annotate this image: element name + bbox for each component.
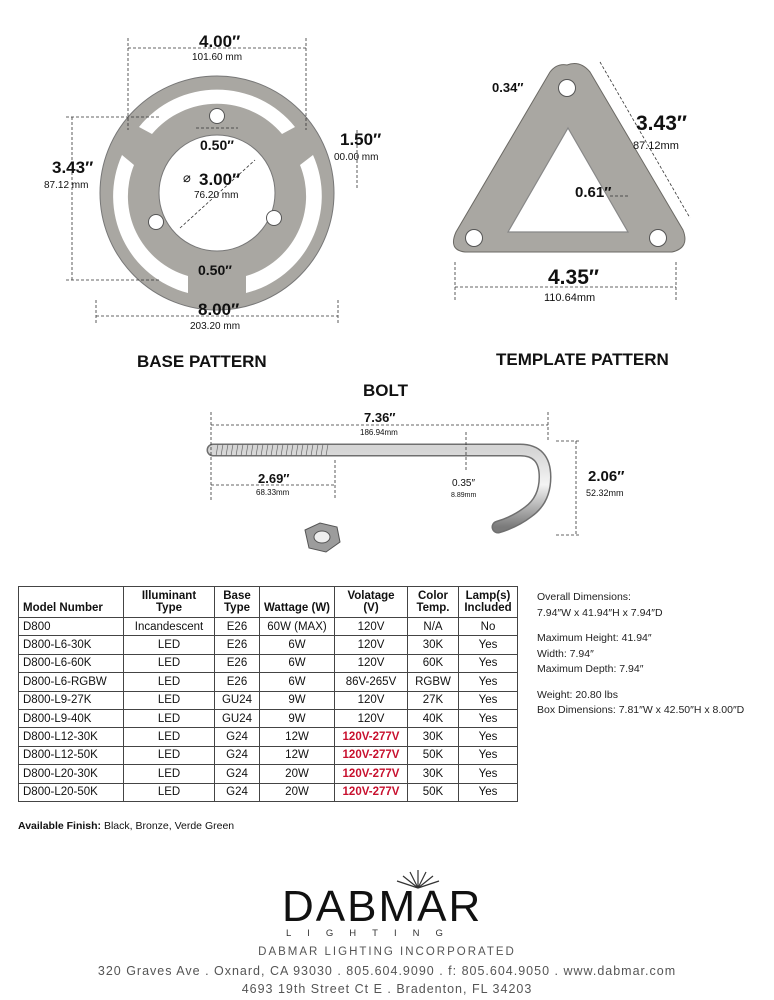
table-cell: E26 [215, 618, 260, 636]
logo-subtitle: LIGHTING [286, 928, 459, 939]
table-cell: LED [124, 691, 215, 709]
table-cell: Yes [459, 709, 518, 727]
template-dim-inner: 0.61″ [575, 184, 612, 201]
table-cell: 6W [260, 673, 335, 691]
table-row [19, 765, 518, 783]
table-cell: 6W [260, 636, 335, 654]
table-cell: 20W [260, 783, 335, 801]
width: Width: 7.94″ [537, 647, 594, 660]
col-model-number: Model Number [19, 587, 124, 618]
base-dim-center-mm: 76.20 mm [194, 190, 239, 201]
col-base-type: Base Type [215, 587, 260, 618]
base-dim-bottom-mm: 203.20 mm [190, 321, 241, 332]
available-finish [18, 820, 234, 832]
table-cell: LED [124, 783, 215, 801]
nut-drawing [305, 523, 340, 552]
finish-value: Black, Bronze, Verde Green [103, 820, 235, 832]
table-cell: LED [124, 636, 215, 654]
max-height: Maximum Height: 41.94″ [537, 632, 652, 644]
table-cell: D800-L6-60K [19, 654, 124, 672]
table-cell: E26 [215, 673, 260, 691]
bolt-dim-thread: 2.69″ [258, 471, 290, 486]
table-cell: RGBW [408, 673, 459, 691]
table-cell: E26 [215, 636, 260, 654]
table-cell: 20W [260, 765, 335, 783]
table-cell: 40K [408, 709, 459, 727]
finish-label: Available Finish: [18, 820, 102, 832]
bolt-title: BOLT [363, 381, 409, 400]
table-cell: LED [124, 709, 215, 727]
bolt-dim-length-mm: 186.94mm [360, 428, 398, 437]
table-cell: G24 [215, 765, 260, 783]
base-dim-bottom: 8.00″ [198, 300, 240, 319]
table-cell: 9W [260, 709, 335, 727]
table-row [19, 746, 518, 764]
box-dimensions: Box Dimensions: 7.81″W x 42.50″H x 8.00″D [537, 704, 745, 716]
table-cell: D800-L6-30K [19, 636, 124, 654]
diameter-icon: ⌀ [183, 170, 191, 185]
col-color-temp: Color Temp. [408, 587, 459, 618]
template-dim-width: 4.35″ [548, 266, 599, 289]
table-cell: GU24 [215, 691, 260, 709]
table-cell: 120V-277V [335, 765, 408, 783]
table-cell: 6W [260, 654, 335, 672]
base-dim-right: 1.50″ [340, 130, 382, 149]
table-cell: Yes [459, 654, 518, 672]
table-cell: D800-L12-50K [19, 746, 124, 764]
base-dim-left-mm: 87.12 mm [44, 180, 89, 191]
template-dim-hole: 0.34″ [492, 80, 524, 95]
bolt-dim-diameter: 0.35″ [452, 478, 476, 489]
table-cell: 60W (MAX) [260, 618, 335, 636]
table-cell: Incandescent [124, 618, 215, 636]
table-cell: LED [124, 654, 215, 672]
col-voltage: Volatage (V) [335, 587, 408, 618]
template-dim-side-mm: 87.12mm [633, 140, 679, 152]
table-cell: 30K [408, 636, 459, 654]
max-depth: Maximum Depth: 7.94″ [537, 663, 644, 675]
base-pattern-title: BASE PATTERN [137, 352, 267, 371]
company-name: DABMAR LIGHTING INCORPORATED [258, 946, 516, 958]
table-cell: D800 [19, 618, 124, 636]
bolt-dim-hook-mm: 52.32mm [586, 488, 624, 498]
table-cell: G24 [215, 728, 260, 746]
table-cell: 120V-277V [335, 728, 408, 746]
table-cell: 9W [260, 691, 335, 709]
table-cell: D800-L20-30K [19, 765, 124, 783]
base-dim-right-mm: 00.00 mm [334, 152, 379, 163]
table-cell: E26 [215, 654, 260, 672]
table-cell: Yes [459, 636, 518, 654]
table-row [19, 783, 518, 801]
table-cell: LED [124, 673, 215, 691]
spec-table-body [19, 618, 518, 802]
table-cell: 30K [408, 765, 459, 783]
table-cell: 120V [335, 654, 408, 672]
table-cell: Yes [459, 746, 518, 764]
table-cell: D800-L20-50K [19, 783, 124, 801]
table-row [19, 654, 518, 672]
table-cell: Yes [459, 691, 518, 709]
table-cell: Yes [459, 728, 518, 746]
table-cell: 120V [335, 709, 408, 727]
bolt-dim-hook: 2.06″ [588, 468, 625, 485]
table-cell: 120V [335, 691, 408, 709]
col-wattage: Wattage (W) [260, 587, 335, 618]
address-line-2: 4693 19th Street Ct E . Bradenton, FL 34203 [241, 982, 533, 996]
logo-wordmark: DABMAR [282, 882, 483, 931]
dimension-specs [537, 590, 744, 719]
table-cell: G24 [215, 746, 260, 764]
table-cell: Yes [459, 783, 518, 801]
base-dim-center: 3.00″ [199, 170, 241, 189]
table-cell: 12W [260, 728, 335, 746]
template-pattern-drawing [453, 64, 685, 252]
table-cell: 120V [335, 618, 408, 636]
table-cell: 120V-277V [335, 783, 408, 801]
base-dim-top-mm: 101.60 mm [192, 52, 243, 63]
table-row [19, 673, 518, 691]
table-cell: Yes [459, 765, 518, 783]
overall-dimensions-value: 7.94″W x 41.94″H x 7.94″D [537, 606, 663, 619]
table-cell: LED [124, 728, 215, 746]
weight: Weight: 20.80 lbs [537, 688, 618, 701]
table-cell: 50K [408, 783, 459, 801]
table-cell: 50K [408, 746, 459, 764]
template-pattern-title: TEMPLATE PATTERN [496, 350, 669, 369]
table-cell: 120V [335, 636, 408, 654]
bolt-dim-length: 7.36″ [364, 410, 396, 425]
table-row [19, 618, 518, 636]
table-cell: 27K [408, 691, 459, 709]
table-cell: D800-L6-RGBW [19, 673, 124, 691]
spec-table [18, 586, 518, 802]
table-row [19, 728, 518, 746]
overall-dimensions-label: Overall Dimensions: [537, 591, 631, 603]
col-illuminant-type: Illuminant Type [124, 587, 215, 618]
template-dim-side: 3.43″ [636, 112, 687, 135]
template-dim-width-mm: 110.64mm [544, 292, 596, 304]
table-cell: G24 [215, 783, 260, 801]
bolt-dim-thread-mm: 68.33mm [256, 488, 290, 497]
col-lamps-included: Lamp(s) Included [459, 587, 518, 618]
base-dim-slot: 0.50″ [198, 262, 232, 278]
table-cell: 60K [408, 654, 459, 672]
base-dim-top: 4.00″ [199, 32, 241, 51]
table-cell: D800-L9-27K [19, 691, 124, 709]
table-cell: 86V-265V [335, 673, 408, 691]
table-cell: D800-L12-30K [19, 728, 124, 746]
base-dim-left: 3.43″ [52, 158, 94, 177]
base-dim-hole: 0.50″ [200, 137, 234, 153]
table-cell: 12W [260, 746, 335, 764]
table-row [19, 709, 518, 727]
table-cell: GU24 [215, 709, 260, 727]
table-cell: LED [124, 765, 215, 783]
bolt-dim-diameter-mm: 8.89mm [451, 492, 477, 499]
table-header-row [19, 587, 518, 618]
table-cell: N/A [408, 618, 459, 636]
table-cell: Yes [459, 673, 518, 691]
table-row [19, 691, 518, 709]
table-cell: No [459, 618, 518, 636]
table-cell: D800-L9-40K [19, 709, 124, 727]
table-cell: LED [124, 746, 215, 764]
table-cell: 120V-277V [335, 746, 408, 764]
address-line-1: 320 Graves Ave . Oxnard, CA 93030 . 805.604.9090 . f: 805.604.9050 . www.dabmar.com [97, 964, 677, 978]
table-cell: 30K [408, 728, 459, 746]
table-row [19, 636, 518, 654]
